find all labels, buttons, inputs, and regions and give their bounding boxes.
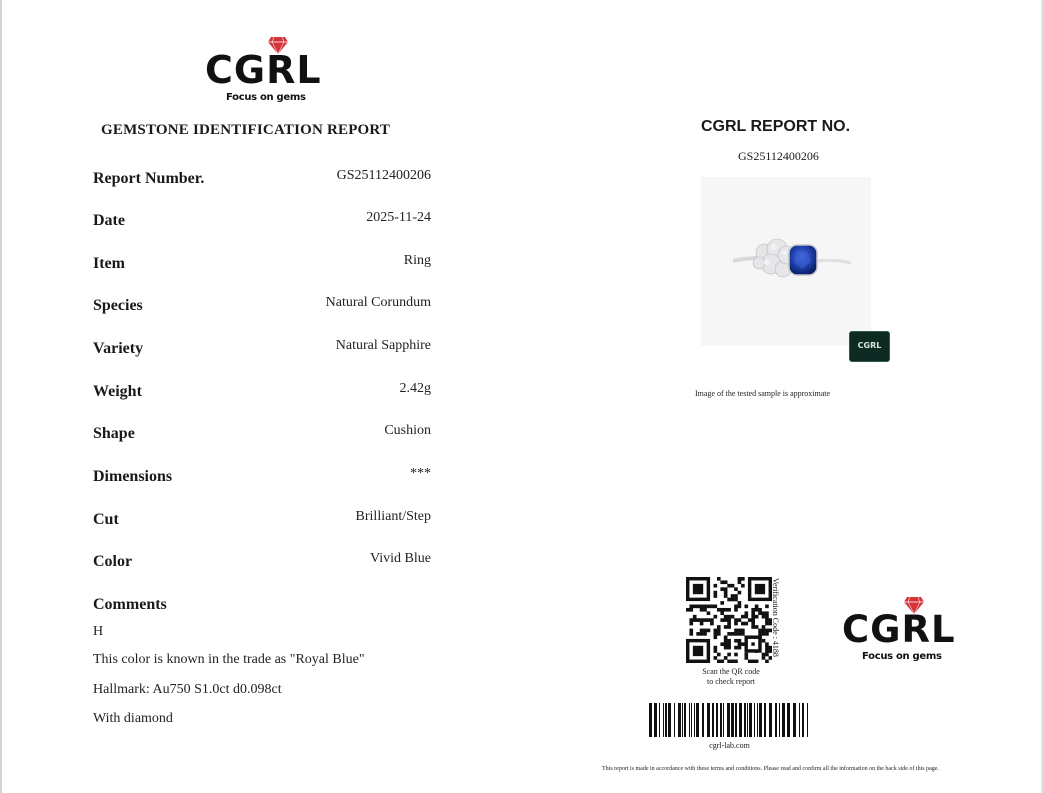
badge-label: CGRL bbox=[857, 341, 882, 350]
verification-code bbox=[770, 578, 790, 664]
report-no-value: GS25112400206 bbox=[738, 149, 819, 163]
qr-code-icon bbox=[686, 577, 772, 663]
scan-note bbox=[686, 667, 776, 687]
field-label: Species bbox=[93, 297, 143, 314]
report-no-title: CGRL REPORT NO. bbox=[701, 118, 851, 135]
footer-terms: This report is made in accordance with these terms and conditions. Please read and confirm all the information on the back side of this page. bbox=[602, 766, 939, 772]
field-label: Item bbox=[93, 255, 125, 272]
field-value: 2025-11-24 bbox=[366, 210, 431, 225]
field-variety bbox=[93, 340, 431, 364]
sample-photo bbox=[701, 177, 871, 346]
field-label: Weight bbox=[93, 383, 142, 400]
field-date bbox=[93, 212, 431, 236]
field-shape bbox=[93, 425, 431, 449]
barcode-icon bbox=[647, 703, 812, 737]
brand-name: CGRL bbox=[842, 608, 956, 651]
scan-note-line: Scan the QR code bbox=[702, 667, 760, 676]
image-note: Image of the tested sample is approximate bbox=[695, 389, 831, 398]
field-value: Natural Corundum bbox=[325, 295, 431, 310]
field-species bbox=[93, 297, 431, 321]
comment-line: This color is known in the trade as "Royal Blue" bbox=[93, 652, 365, 667]
verification-text: Verification Code : 4188 bbox=[771, 578, 780, 657]
field-label: Variety bbox=[93, 340, 144, 357]
field-value: Ring bbox=[403, 253, 431, 268]
comments-label: Comments bbox=[93, 596, 167, 613]
field-report-number bbox=[93, 170, 431, 194]
field-dimensions bbox=[93, 468, 431, 492]
comment-line: H bbox=[93, 624, 104, 639]
comment-line: Hallmark: Au750 S1.0ct d0.098ct bbox=[93, 682, 282, 697]
report-title: GEMSTONE IDENTIFICATION REPORT bbox=[101, 122, 391, 138]
brand-logo bbox=[205, 36, 320, 106]
field-value: GS25112400206 bbox=[336, 168, 431, 183]
field-value: 2.42g bbox=[399, 381, 431, 396]
field-label: Dimensions bbox=[93, 468, 173, 485]
field-label: Date bbox=[93, 212, 125, 229]
field-value: Cushion bbox=[384, 423, 431, 438]
field-value: Vivid Blue bbox=[370, 551, 431, 566]
field-color bbox=[93, 553, 431, 577]
field-label: Report Number. bbox=[93, 170, 205, 187]
field-weight bbox=[93, 383, 431, 407]
barcode bbox=[647, 703, 812, 737]
scan-note-line: to check report bbox=[707, 677, 755, 686]
brand-tagline: Focus on gems bbox=[226, 92, 306, 103]
field-value: Natural Sapphire bbox=[335, 338, 431, 353]
website: cgrl-lab.com bbox=[709, 741, 750, 750]
brand-tagline: Focus on gems bbox=[862, 651, 942, 662]
field-value: *** bbox=[410, 466, 431, 481]
field-label: Color bbox=[93, 553, 133, 570]
field-value: Brilliant/Step bbox=[355, 509, 431, 524]
field-label: Shape bbox=[93, 425, 135, 442]
field-cut bbox=[93, 511, 431, 535]
field-item bbox=[93, 255, 431, 279]
brand-logo-bottom bbox=[842, 596, 954, 666]
comment-line: With diamond bbox=[93, 711, 173, 726]
ring-image bbox=[701, 177, 871, 346]
field-label: Cut bbox=[93, 511, 119, 528]
qr-code[interactable] bbox=[686, 577, 772, 663]
cgrl-badge bbox=[849, 331, 890, 362]
brand-name: CGRL bbox=[205, 48, 322, 92]
